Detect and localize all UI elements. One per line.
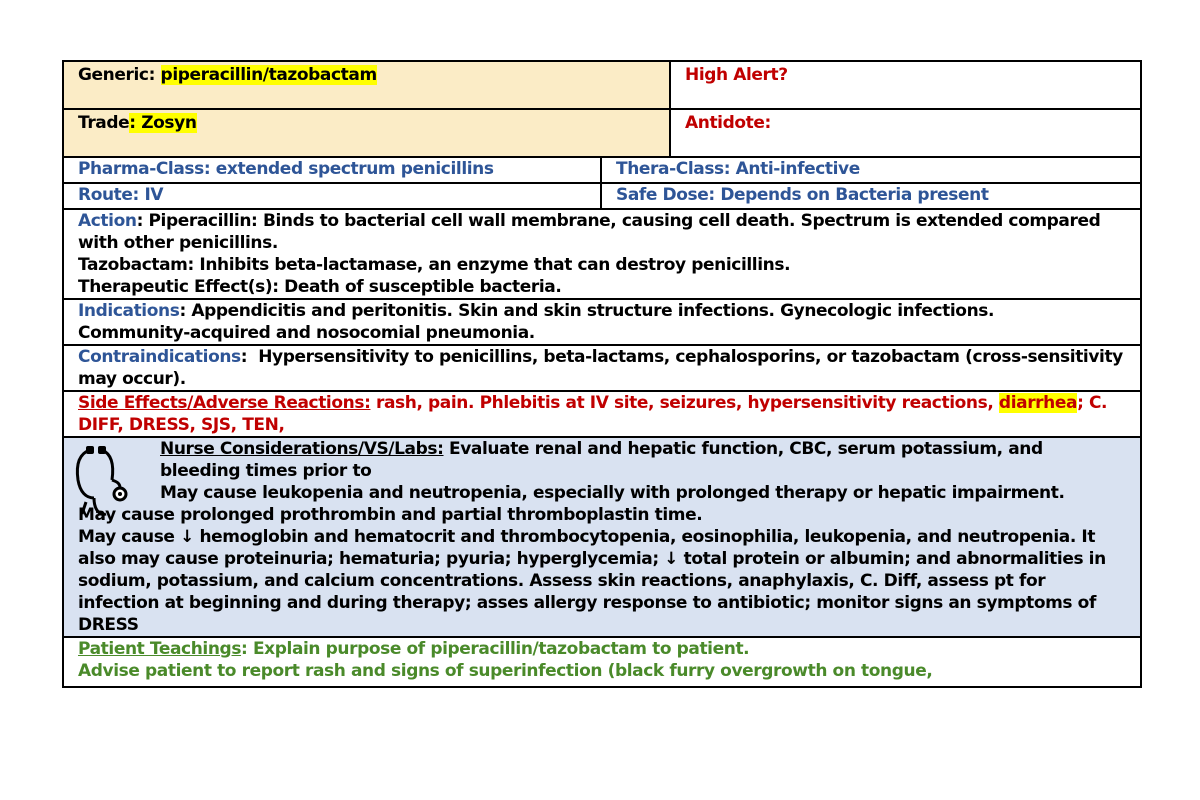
safe-dose: Safe Dose: Depends on Bacteria present <box>616 185 989 205</box>
generic-cell <box>64 62 671 108</box>
indications-row <box>64 300 1140 346</box>
high-alert-cell <box>671 62 1140 108</box>
side-effects-label: Side Effects/Adverse Reactions: <box>78 393 371 413</box>
contraindications-label: Contraindications <box>78 347 241 367</box>
nurse-line1: Evaluate renal and hepatic function, CBC, serum potassium, and bleeding times prior to <box>160 439 1043 481</box>
route: Route: IV <box>64 184 602 208</box>
nurse-row <box>64 438 1140 638</box>
teaching-text: : Explain purpose of piperacillin/tazobactam to patient. Advise patient to report rash and signs of superinfection (black furry overgrowth on tongue, <box>78 639 933 681</box>
nurse-section <box>64 438 1140 636</box>
contraindications-section <box>64 346 1140 390</box>
indications-section <box>64 300 1140 344</box>
side-effects-text: rash, pain. Phlebitis at IV site, seizures, hypersensitivity reactions, <box>370 393 999 413</box>
trade-label: Trade <box>78 113 130 133</box>
trade-cell <box>64 110 671 156</box>
contraindications-text: : Hypersensitivity to penicillins, beta-lactams, cephalosporins, or tazobactam (cross-sensitivity may occur). <box>78 347 1129 389</box>
action-label: Action <box>78 211 137 231</box>
nurse-label: Nurse Considerations/VS/Labs: <box>160 439 444 459</box>
nurse-top <box>78 438 1126 482</box>
high-alert-label: High Alert? <box>685 65 788 85</box>
action-section <box>64 210 1140 298</box>
class-row <box>64 158 1140 184</box>
side-effects-text-after: ; C. DIFF, DRESS, SJS, TEN, <box>78 393 1108 435</box>
nurse-line2: May cause leukopenia and neutropenia, especially with prolonged therapy or hepatic impairment. <box>160 483 1065 503</box>
trade-row <box>64 110 1140 158</box>
indications-text: : Appendicitis and peritonitis. Skin and skin structure infections. Gynecologic infections. Community-acquired and nosocomial pneumonia. <box>78 301 995 343</box>
stethoscope-icon <box>72 444 132 520</box>
indications-label: Indications <box>78 301 180 321</box>
route-row <box>64 184 1140 210</box>
teaching-label: Patient Teachings <box>78 639 242 659</box>
side-effects-row <box>64 392 1140 438</box>
antidote-label: Antidote: <box>685 113 771 133</box>
side-effects-highlight: diarrhea <box>998 393 1078 413</box>
drug-card <box>62 60 1142 688</box>
generic-row <box>64 62 1140 110</box>
antidote-cell <box>671 110 1140 156</box>
teaching-row <box>64 638 1140 688</box>
action-row <box>64 210 1140 300</box>
side-effects-section <box>64 392 1140 436</box>
generic-label: Generic: <box>78 65 156 85</box>
thera-class: Thera-Class: Anti-infective <box>616 159 860 179</box>
pharma-class: Pharma-Class: extended spectrum penicillins <box>64 158 602 182</box>
nurse-body: May cause prolonged prothrombin and partial thromboplastin time. May cause ↓ hemoglobin and hematocrit and thrombocytopenia, eosinophilia, leukopenia, and neutropenia. It also may cause proteinuria; hematuria; pyuria; hyperglycemia; ↓ total protein or albumin; and abnormalities in sodium, potassium, and calcium concentrations. Assess skin reactions, anaphylaxis, C. Diff, assess pt for infection at beginning and during therapy; asses allergy response to antibiotic; monitor signs an symptoms of DRESS <box>78 505 1106 635</box>
generic-value: piperacillin/tazobactam <box>160 65 377 85</box>
teaching-section <box>64 638 1140 686</box>
action-text: : Piperacillin: Binds to bacterial cell wall membrane, causing cell death. Spectrum is extended compared with other penicillins. Tazobactam: Inhibits beta-lactamase, an enzyme that can destroy penicillins. Therapeutic Effect(s): Death of susceptible bacteria. <box>78 211 1101 297</box>
trade-value: : Zosyn <box>129 113 197 133</box>
contraindications-row <box>64 346 1140 392</box>
